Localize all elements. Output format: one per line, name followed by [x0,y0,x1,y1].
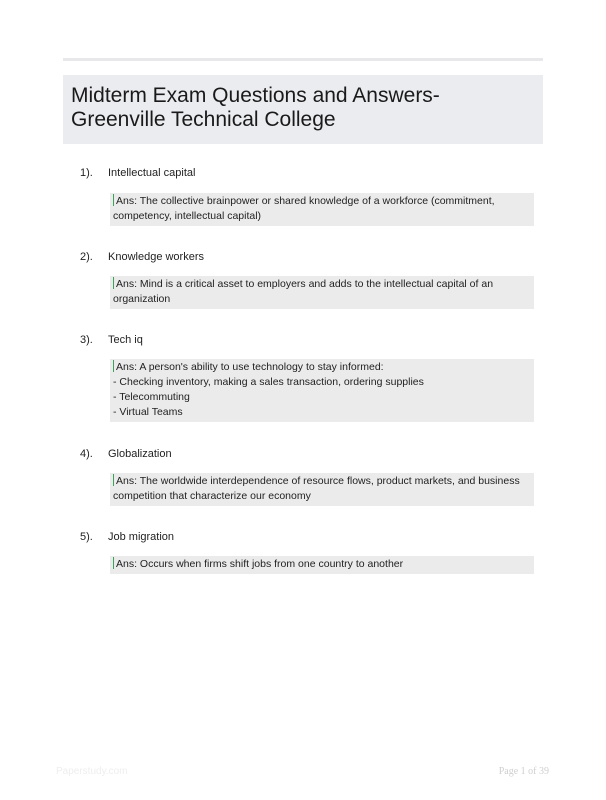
answer-marker [113,277,114,289]
answer-line: - Telecommuting [113,391,190,403]
top-divider [63,58,543,61]
answer-line: - Virtual Teams [113,406,183,418]
answer-line: - Checking inventory, making a sales transaction, ordering supplies [113,376,424,388]
answer-box [110,193,534,226]
footer-site-watermark: Paperstudy.com [56,766,128,777]
answer-marker [113,557,114,569]
question-number: 5). [80,531,93,543]
answer-marker [113,360,114,372]
answer-line: Ans: A person's ability to use technology to stay informed: [113,360,528,375]
page-indicator: Page 1 of 39 [498,766,549,777]
question-number: 1). [80,167,93,179]
answer-marker [113,194,114,206]
title-line-1: Midterm Exam Questions and Answers- [71,84,440,107]
answer-box [110,276,534,309]
question-number: 3). [80,334,93,346]
question-text: Job migration [108,531,175,543]
answer-line: Ans: Mind is a critical asset to employers and adds to the intellectual capital of an [113,277,528,292]
title-banner [63,75,543,144]
answer-line: competency, intellectual capital) [113,210,262,222]
answer-line: Ans: The collective brainpower or shared knowledge of a workforce (commitment, [113,194,528,209]
question-number: 4). [80,448,93,460]
question-text: Tech iq [108,334,143,346]
title-line-2: Greenville Technical College [71,108,336,131]
question-number: 2). [80,251,93,263]
question-text: Intellectual capital [108,167,196,179]
answer-line: Ans: The worldwide interdependence of resource flows, product markets, and business [113,474,528,489]
answer-box [110,359,534,422]
answer-line: organization [113,293,171,305]
answer-marker [113,474,114,486]
question-text: Knowledge workers [108,251,204,263]
answer-box [110,556,534,574]
question-text: Globalization [108,448,172,460]
document-title [71,84,536,132]
answer-line: Ans: Occurs when firms shift jobs from one country to another [113,557,528,572]
answer-line: competition that characterize our economy [113,490,311,502]
answer-box [110,473,534,506]
